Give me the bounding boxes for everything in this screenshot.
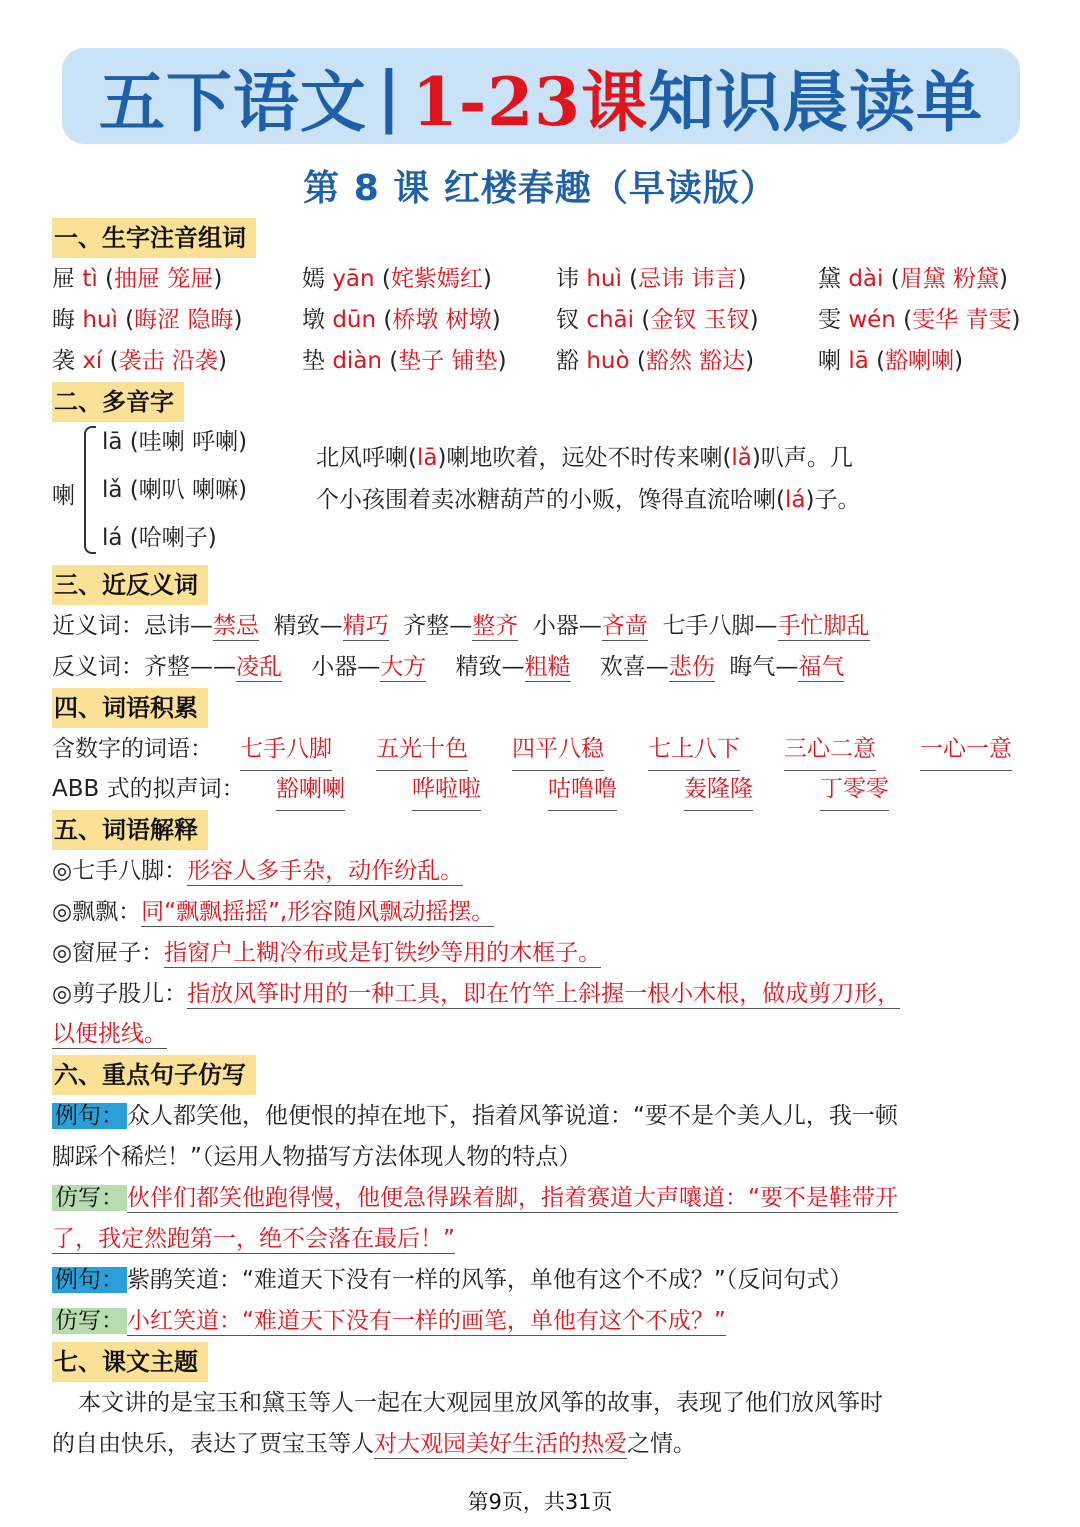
char-entry: 袭 xí (袭击 沿袭)	[52, 348, 227, 374]
brace-bracket	[84, 426, 96, 554]
char-entry: 讳 huì (忌讳 讳言)	[556, 266, 747, 292]
polyphone-sentence-line2: 个小孩围着卖冰糖葫芦的小贩，馋得直流哈喇(lá)子。	[316, 487, 861, 513]
section-7-title: 七、课文主题	[52, 1342, 208, 1382]
theme-line1: 本文讲的是宝玉和黛玉等人一起在大观园里放风筝的故事，表现了他们放风筝时	[78, 1390, 883, 1416]
definition-item: ◎七手八脚：形容人多手杂，动作纷乱。	[52, 858, 464, 884]
imitation-sentence-2: 仿写： 小红笑道：“难道天下没有一样的画笔，单他有这个不成？”	[52, 1301, 726, 1341]
antonyms-row: 反义词：齐整——凌乱 小器—大方 精致—粗糙 欢喜—悲伤 晦气—福气	[52, 654, 845, 680]
polyphone-sentence-line1: 北风呼喇(lā)喇地吹着，远处不时传来喇(lǎ)叭声。几	[316, 445, 853, 471]
example-tag: 例句：	[52, 1103, 127, 1129]
char-entry: 晦 huì (晦涩 隐晦)	[52, 307, 243, 333]
definition-item-cont: 以便挑线。	[52, 1021, 167, 1047]
imitation-sentence-1: 仿写： 伙伴们都笑他跑得慢，他便急得跺着脚，指着赛道大声嚷道：“要不是鞋带开	[52, 1178, 898, 1218]
number-word: 七手八脚	[240, 729, 332, 771]
polyphone-char: 喇	[52, 483, 75, 509]
char-entry: 雯 wén (雯华 青雯)	[818, 307, 1021, 333]
char-entry: 豁 huò (豁然 豁达)	[556, 348, 755, 374]
number-word: 三心二意	[784, 729, 876, 771]
abb-words-label: ABB 式的拟声词：	[52, 776, 245, 802]
example-sentence-2: 例句： 紫鹃笑道：“难道天下没有一样的风筝，单他有这个不成？”（反问句式）	[52, 1260, 852, 1300]
abb-word: 咕噜噜	[548, 769, 617, 811]
title-part1: 五下语文	[98, 62, 367, 141]
polyphone-reading: lā (哇喇 呼喇)	[102, 429, 248, 455]
imitation-tag: 仿写：	[52, 1308, 127, 1334]
section-5-title: 五、词语解释	[52, 810, 208, 850]
lesson-subtitle: 第 8 课 红楼春趣（早读版）	[303, 168, 777, 209]
definition-item: ◎窗屉子：指窗户上糊冷布或是钉铁纱等用的木框子。	[52, 940, 602, 966]
number-word: 七上八下	[648, 729, 740, 771]
char-entry: 墩 dūn (桥墩 树墩)	[302, 307, 501, 333]
example-sentence-1-cont: 脚踩个稀烂！”（运用人物描写方法体现人物的特点）	[52, 1144, 582, 1170]
imitation-tag: 仿写：	[52, 1185, 127, 1211]
theme-line2: 的自由快乐，表达了贾宝玉等人对大观园美好生活的热爱之情。	[52, 1431, 696, 1457]
title-banner	[62, 48, 1020, 144]
polyphone-reading: lá (哈喇子)	[102, 525, 217, 551]
number-word: 五光十色	[376, 729, 468, 771]
polyphone-reading: lǎ (喇叭 喇嘛)	[102, 477, 248, 503]
section-3-title: 三、近反义词	[52, 565, 208, 605]
title-separator: |	[376, 57, 402, 135]
abb-word: 丁零零	[820, 769, 889, 811]
number-word: 四平八稳	[512, 729, 604, 771]
char-entry: 嫣 yān (姹紫嫣红)	[302, 266, 492, 292]
definition-item: ◎飘飘：同“飘飘摇摇”,形容随风飘动摇摆。	[52, 899, 495, 925]
abb-word: 轰隆隆	[684, 769, 753, 811]
example-sentence-1: 例句： 众人都笑他，他便恨的掉在地下，指着风筝说道：“要不是个美人儿，我一顿	[52, 1096, 898, 1136]
section-6-title: 六、重点句子仿写	[52, 1055, 256, 1095]
char-entry: 垫 diàn (垫子 铺垫)	[302, 348, 507, 374]
abb-word: 豁喇喇	[276, 769, 345, 811]
section-2-title: 二、多音字	[52, 382, 184, 422]
title-part3: 知识晨读单	[648, 62, 984, 141]
abb-word: 哗啦啦	[412, 769, 481, 811]
imitation-sentence-1-cont: 了，我定然跑第一，绝不会落在最后！”	[52, 1226, 455, 1252]
number-words-label: 含数字的词语：	[52, 736, 213, 762]
section-1-title: 一、生字注音组词	[52, 218, 256, 258]
section-4-title: 四、词语积累	[52, 688, 208, 728]
synonyms-row: 近义词：忌讳—禁忌 精致—精巧 齐整—整齐 小器—吝啬 七手八脚—手忙脚乱	[52, 613, 870, 639]
definition-item: ◎剪子股儿：指放风筝时用的一种工具，即在竹竿上斜握一根小木根，做成剪刀形，	[52, 981, 901, 1007]
title-part2: 1-23课	[411, 62, 649, 141]
char-entry: 钗 chāi (金钗 玉钗)	[556, 307, 759, 333]
char-entry: 黛 dài (眉黛 粉黛)	[818, 266, 1008, 292]
example-tag: 例句：	[52, 1267, 127, 1293]
page-number: 第9页，共31页	[467, 1490, 613, 1514]
number-word: 一心一意	[920, 729, 1012, 771]
char-entry: 屉 tì (抽屉 笼屉)	[52, 266, 223, 292]
char-entry: 喇 lā (豁喇喇)	[818, 348, 964, 374]
